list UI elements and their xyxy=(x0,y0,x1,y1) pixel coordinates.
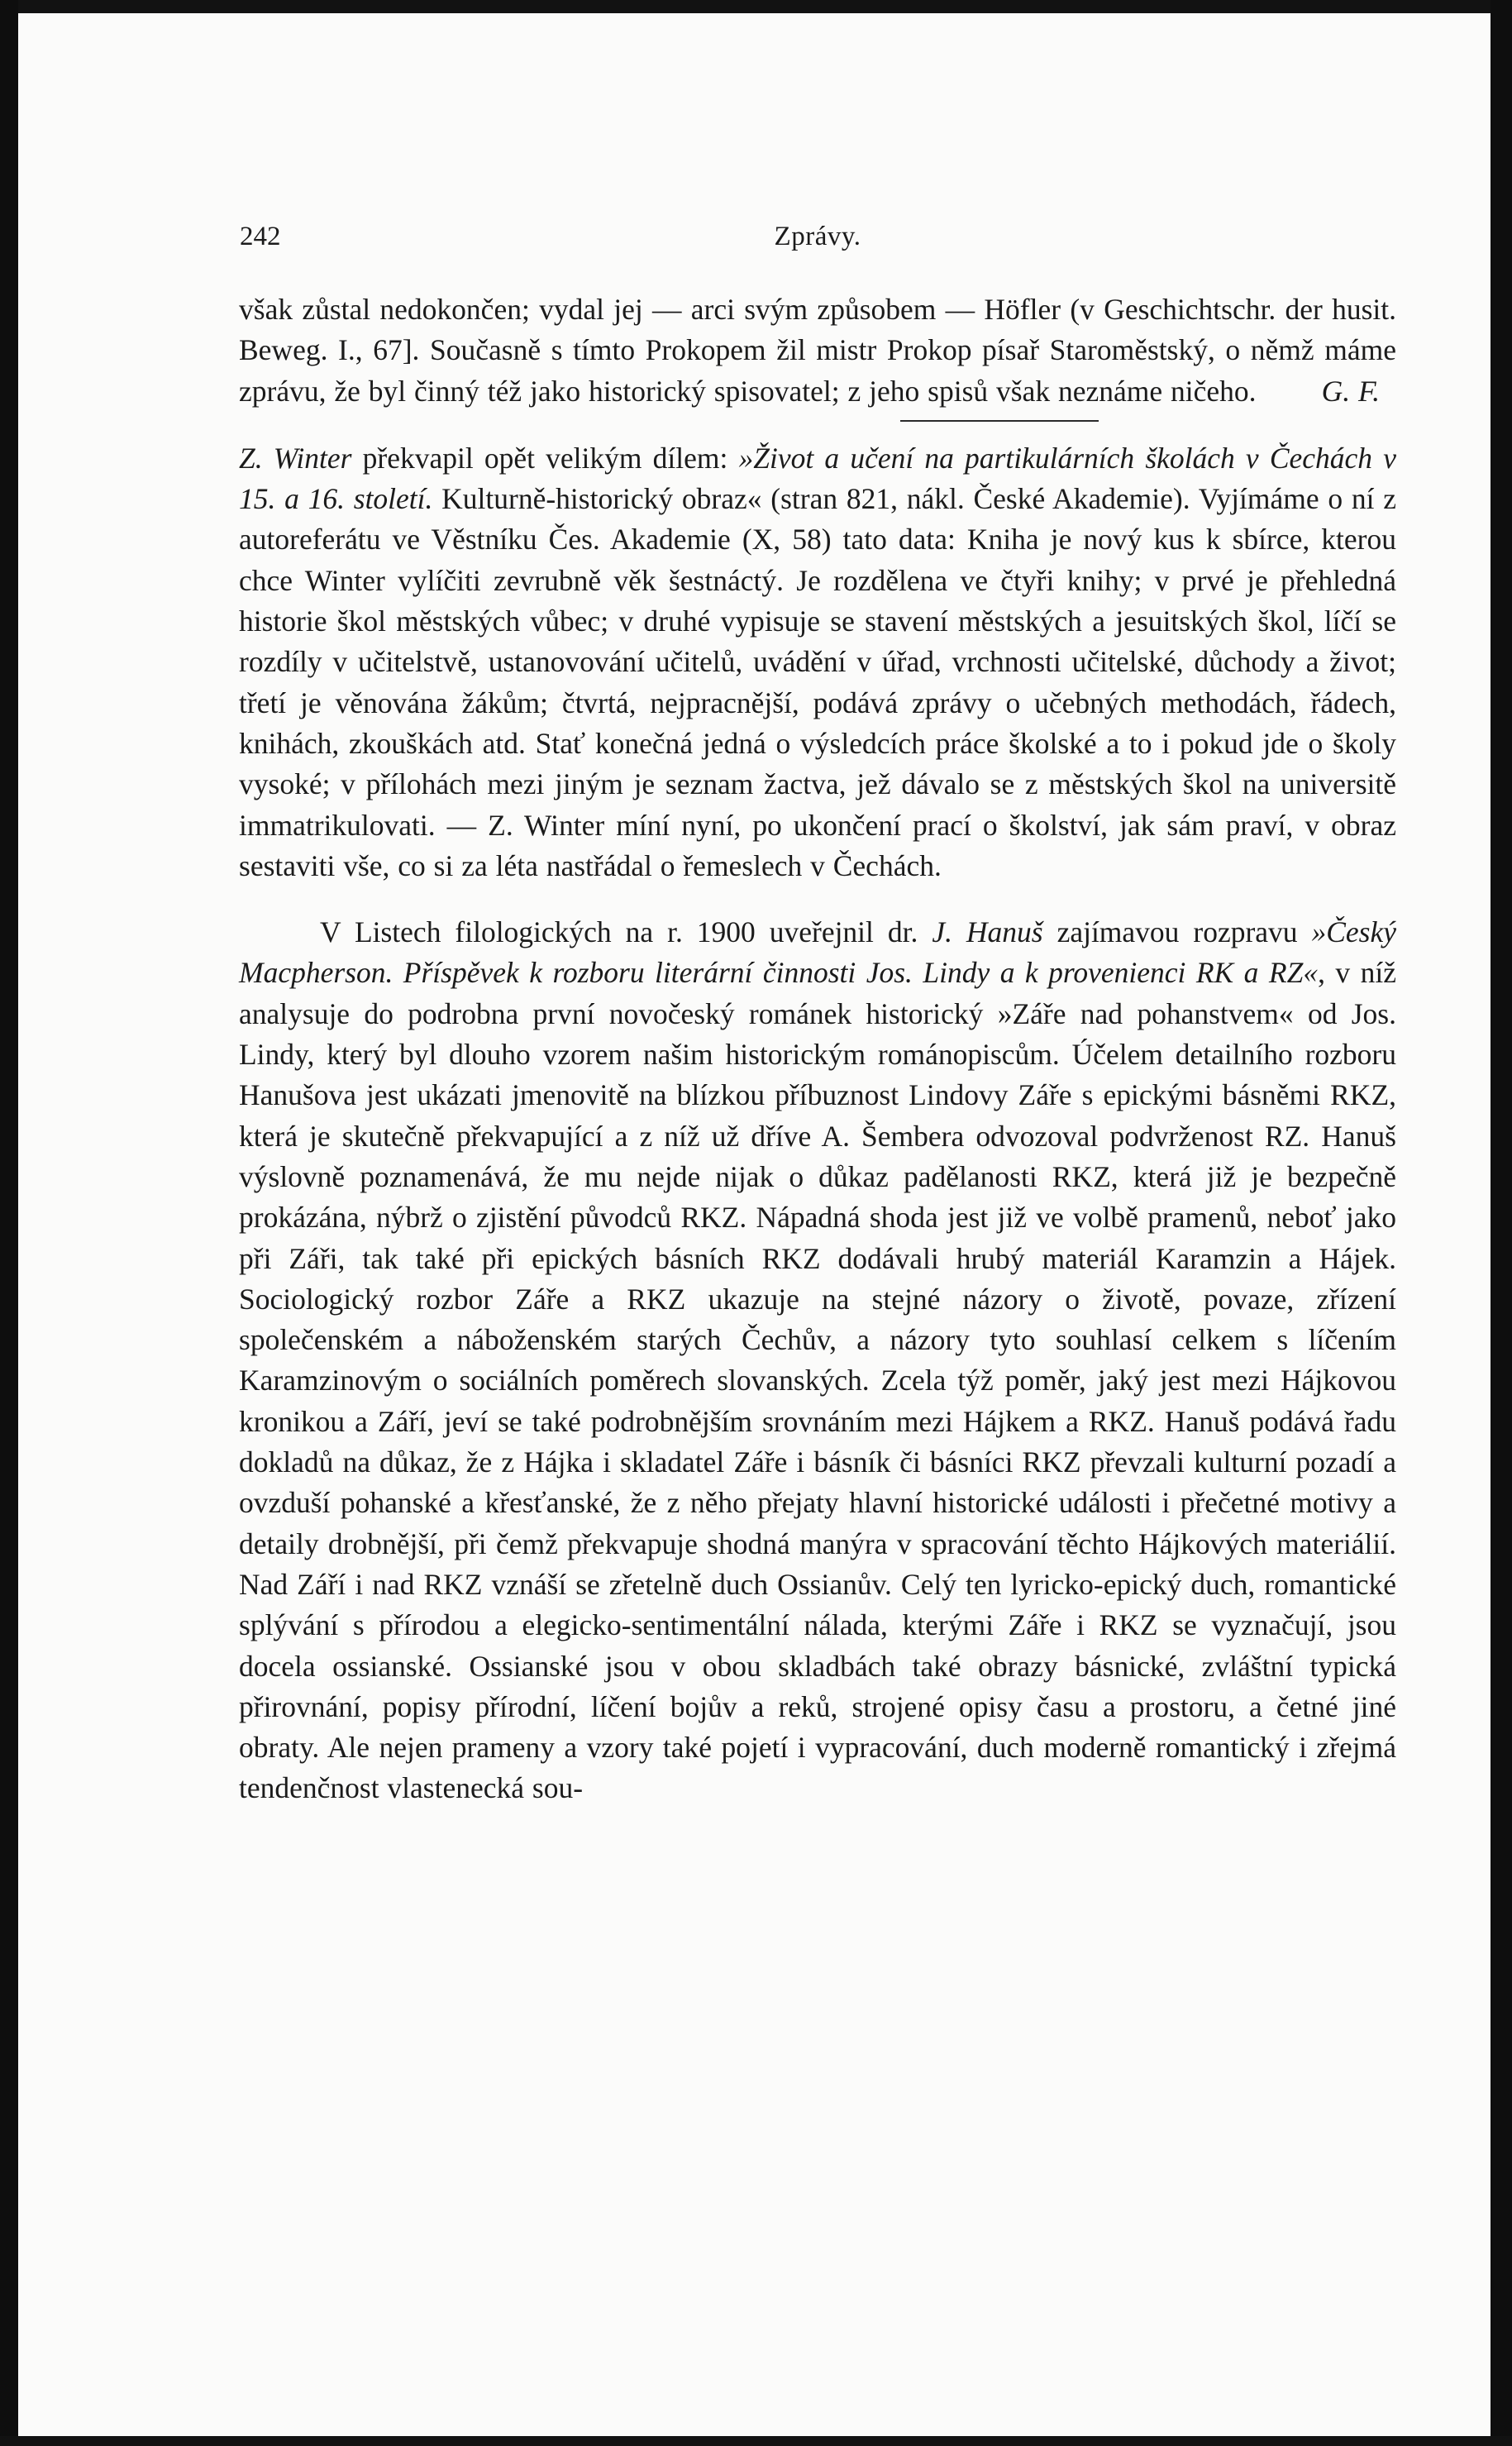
scan-border-top xyxy=(0,0,1512,13)
paragraph-winter xyxy=(239,438,1396,886)
author-signature: G. F. xyxy=(1321,374,1380,408)
hanus-article-title: »Český Macpherson. Příspěvek k rozboru literární činnosti Jos. Lindy a k provenienci RK a RZ« xyxy=(239,915,1396,990)
running-head xyxy=(240,222,1395,261)
paragraph-prokop-text: však zůstal nedokončen; vydal jej — arci svým způsobem — Höfler (v Geschichtschr. der husit. Beweg. I., 67]. Současně s tímto Prokopem žil mistr Prokop písař Staroměstský, o němž máme zprávu, že byl činný též jako historický spisovatel; z jeho spisů však neznáme ničeho. xyxy=(239,293,1396,408)
winter-lead: překvapil opět velikým dílem: xyxy=(351,441,739,475)
paragraph-prokop xyxy=(239,289,1396,412)
hanus-author: J. Hanuš xyxy=(932,915,1043,949)
winter-book-title: »Život a učení na partikulárních školách v Čechách v 15. a 16. století. xyxy=(239,441,1396,516)
hanus-lead: V Listech filologických na r. 1900 uveřejnil dr. xyxy=(320,915,932,949)
section-divider xyxy=(900,420,1099,422)
scan-border-bottom xyxy=(0,2436,1512,2446)
hanus-text: , v níž analysuje do podrobna první novočeský románek historický »Záře nad pohanstvem« od Jos. Lindy, který byl dlouho vzorem našim historickým románopiscům. Účelem detailního rozboru Hanušova jest ukázati jmenovitě na blízkou příbuznost Lindovy Záře s epickými básněmi RKZ, která je skutečně překvapující a z níž už dříve A. Šembera odvozoval podvrženost RZ. Hanuš výslovně poznamenává, že mu nejde nijak o důkaz padělanosti RKZ, která již je bezpečně prokázána, nýbrž o zjistění původců RKZ. Nápadná shoda jest již ve volbě pramenů, neboť jako při Záři, tak také při epických básních RKZ dodávali hrubý materiál Karamzin a Hájek. Sociologický rozbor Záře a RKZ ukazuje na stejné názory o životě, povaze, zřízení společenském a náboženském starých Čechův, a názory tyto souhlasí celkem s líčením Karamzinovým o sociálních poměrech slovanských. Zcela týž poměr, jaký jest mezi Hájkovou kronikou a Září, jeví se také podrobnějším srovnáním mezi Hájkem a RKZ. Hanuš podává řadu dokladů na důkaz, že z Hájka i skladatel Záře i básník či básníci RKZ převzali kulturní pozadí a ovzduší pohanské a křesťanské, že z něho přejaty hlavní historické události i přečetné motivy a detaily drobnější, při čemž překvapuje shodná manýra v spracování těchto Hájkových materiálií. Nad Září i nad RKZ vznáší se zřetelně duch Ossianův. Celý ten lyricko-epický duch, romantické splývání s přírodou a elegicko-sentimentální nálada, kterými Záře i RKZ se vyznačují, jsou docela ossianské. Ossianské jsou v obou skladbách také obrazy básnické, zvláštní typická přirovnání, popisy přírodní, líčení bojův a reků, strojené opisy času a prostoru, a četné jiné obraty. Ale nejen prameny a vzory také pojetí i vypracování, duch moderně romantický i zřejmá tendenčnost vlastenecká sou- xyxy=(239,956,1396,1805)
scan-border-right xyxy=(1491,0,1512,2446)
hanus-mid: zajímavou rozpravu xyxy=(1042,915,1312,949)
page-number: 242 xyxy=(240,222,281,251)
running-title: Zprávy. xyxy=(774,222,861,251)
winter-text: Kulturně-historický obraz« (stran 821, nákl. České Akademie). Vyjímáme o ní z autoreferátu ve Věstníku Čes. Akademie (X, 58) tato data: Kniha je nový kus k sbírce, kterou chce Winter vylíčiti zevrubně věk šestnáctý. Je rozdělena ve čtyři knihy; v prvé je přehledná historie škol městských vůbec; v druhé vypisuje se stavení městských a jesuitských škol, líčí se rozdíly v učitelstvě, ustanovování učitelů, uvádění v úřad, vrchnosti učitelské, důchody a život; třetí je věnována žákům; čtvrtá, nejpracnější, podává zprávy o učebných methodách, řádech, knihách, zkouškách atd. Stať konečná jedná o výsledcích práce školské a to i pokud jde o školy vysoké; v přílohách mezi jiným je seznam žactva, jež dávalo se z městských škol na universitě immatrikulovati. — Z. Winter míní nyní, po ukončení prací o školství, jak sám praví, v obraz sestaviti vše, co si za léta nastřádal o řemeslech v Čechách. xyxy=(239,482,1396,882)
winter-author: Z. Winter xyxy=(239,441,352,475)
scan-border-left xyxy=(0,0,18,2446)
article-body xyxy=(239,289,1396,1809)
paragraph-hanus xyxy=(239,912,1396,1809)
